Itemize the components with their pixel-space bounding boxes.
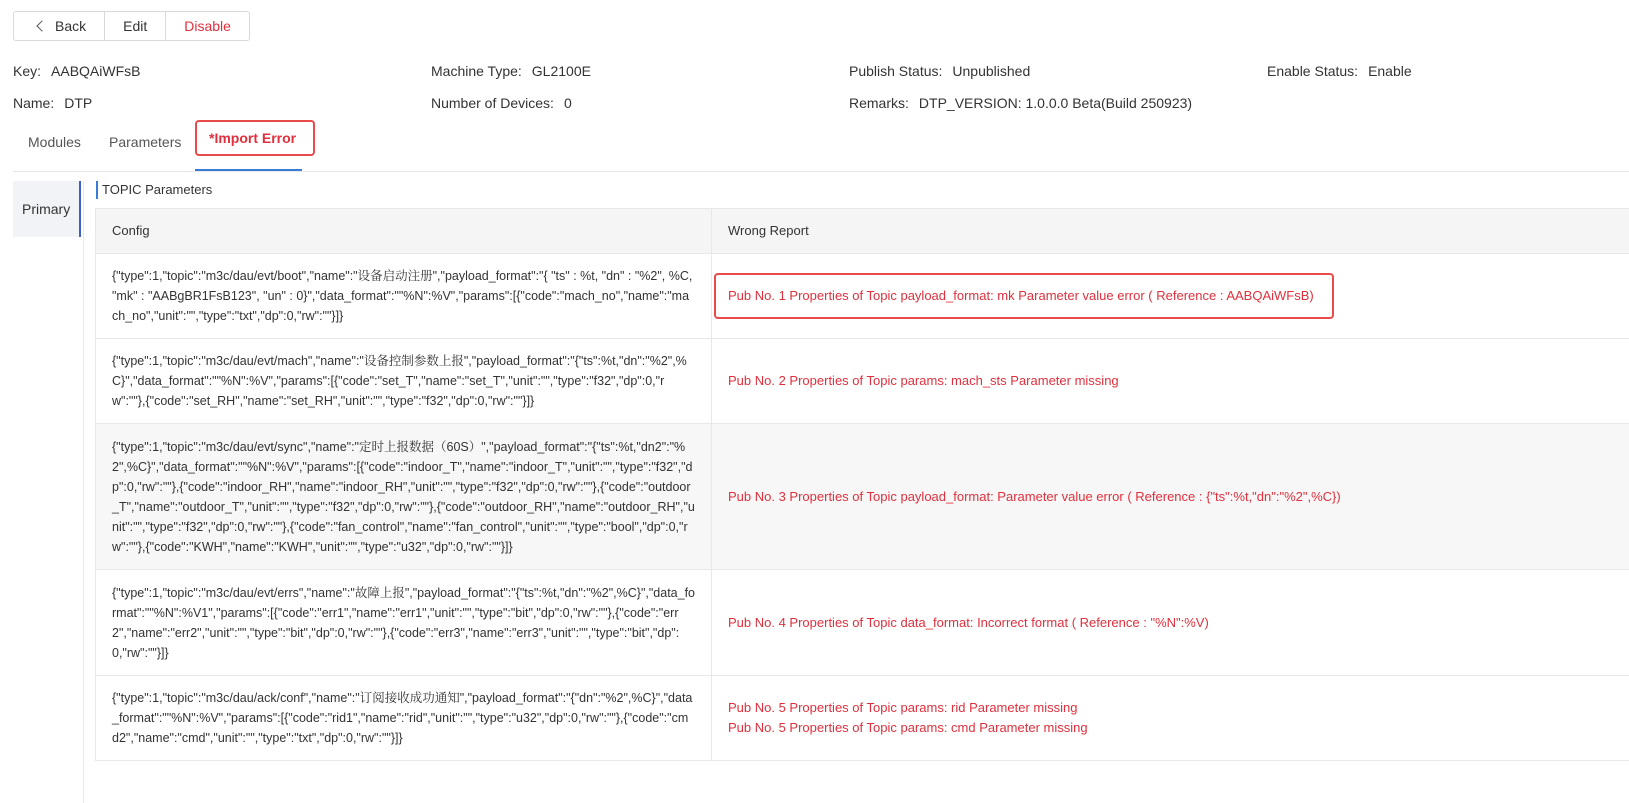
active-tab-indicator xyxy=(195,169,302,171)
side-menu-item-primary[interactable] xyxy=(13,181,81,237)
report-cell xyxy=(712,424,1629,569)
report-cell xyxy=(712,676,1629,760)
table-row xyxy=(95,676,1629,761)
key-label: Key: xyxy=(13,63,42,79)
tab-bar xyxy=(13,121,1629,172)
edit-button[interactable]: Edit xyxy=(105,11,166,41)
table-header xyxy=(95,209,1629,254)
report-cell xyxy=(712,570,1629,675)
remarks-value: DTP_VERSION: 1.0.0.0 Beta(Build 250923) xyxy=(918,95,1193,111)
report-line: Pub No. 2 Properties of Topic params: mach_sts Parameter missing xyxy=(728,373,1119,388)
chevron-left-icon xyxy=(36,20,47,31)
publish-status-info xyxy=(849,63,1030,79)
section-title: TOPIC Parameters xyxy=(96,181,212,199)
report-line: Pub No. 5 Properties of Topic params: cmd Parameter missing xyxy=(728,720,1088,735)
report-cell xyxy=(712,254,1629,338)
error-highlight-box xyxy=(714,273,1334,319)
key-value: AABQAiWFsB xyxy=(51,63,141,79)
tab-modules[interactable]: Modules xyxy=(28,134,81,150)
name-label: Name: xyxy=(13,95,55,111)
report-line: Pub No. 4 Properties of Topic data_format: Incorrect format ( Reference : "%N":%V) xyxy=(728,614,1209,630)
devices-value: 0 xyxy=(563,95,572,111)
publish-status-label: Publish Status: xyxy=(849,63,943,79)
remarks-label: Remarks: xyxy=(849,95,909,111)
config-cell: {"type":1,"topic":"m3c/dau/evt/mach","name":"设备控制参数上报","payload_format":"{"ts":%t,"dn":"%2",%C}","data_format":""%N":%V","params":[{"code":"set_T","name":"set_T","unit":"","type":"f32","dp":0,"rw":""},{"code":"set_RH","name":"set_RH","unit":"","type":"f32","dp":0,"rw":""}]} xyxy=(96,339,712,423)
publish-status-value: Unpublished xyxy=(952,63,1031,79)
report-cell xyxy=(712,339,1629,423)
table-row xyxy=(95,254,1629,339)
table-row xyxy=(95,424,1629,570)
config-cell: {"type":1,"topic":"m3c/dau/evt/sync","name":"定时上报数据（60S）","payload_format":"{"ts":%t,"dn2":"%2",%C}","data_format":""%N":%V","params":[{"code":"indoor_T","name":"indoor_T","unit":"","type":"f32","dp":0,"rw":""},{"code":"indoor_RH","name":"indoor_RH","unit":"","type":"f32","dp":0,"rw":""},{"code":"outdoor_T","name":"outdoor_T","unit":"","type":"f32","dp":0,"rw":""},{"code":"outdoor_RH","name":"outdoor_RH","unit":"","type":"f32","dp":0,"rw":""},{"code":"fan_control","name":"fan_control","unit":"","type":"bool","dp":0,"rw":""},{"code":"KWH","name":"KWH","unit":"","type":"u32","dp":0,"rw":""}]} xyxy=(96,424,712,569)
table-row xyxy=(95,339,1629,424)
report-line: Pub No. 5 Properties of Topic params: rid Parameter missing xyxy=(728,700,1078,715)
enable-status-value: Enable xyxy=(1368,63,1412,79)
side-menu-label: Primary xyxy=(22,201,71,217)
back-button-label: Back xyxy=(55,18,87,34)
table-row xyxy=(95,570,1629,676)
report-line: Pub No. 1 Properties of Topic payload_format: mk Parameter value error ( Reference : AABQAiWFsB) xyxy=(728,288,1314,303)
enable-status-info xyxy=(1267,63,1412,79)
tab-parameters[interactable]: Parameters xyxy=(109,134,182,150)
tab-import-error[interactable]: *Import Error xyxy=(195,120,315,156)
devices-info xyxy=(431,95,572,111)
key-info xyxy=(13,63,140,79)
disable-button[interactable]: Disable xyxy=(166,11,250,41)
column-header-report: Wrong Report xyxy=(728,223,809,238)
config-cell: {"type":1,"topic":"m3c/dau/ack/conf","name":"订阅接收成功通知","payload_format":"{"dn":"%2",%C}","data_format":""%N":%V","params":[{"code":"rid1","name":"rid","unit":"","type":"u32","dp":0,"rw":""},{"code":"cmd2","name":"cmd","unit":"","type":"txt","dp":0,"rw":""}]} xyxy=(96,676,712,760)
content-divider xyxy=(83,181,84,803)
remarks-info xyxy=(849,95,1192,111)
column-header-config: Config xyxy=(96,209,712,253)
machine-type-info xyxy=(431,63,591,79)
action-toolbar xyxy=(13,11,250,41)
config-cell: {"type":1,"topic":"m3c/dau/evt/errs","name":"故障上报","payload_format":"{"ts":%t,"dn":"%2",%C}","data_format":""%N":%V1","params":[{"code":"err1","name":"err1","unit":"","type":"bit","dp":0,"rw":""},{"code":"err2","name":"err2","unit":"","type":"bit","dp":0,"rw":""},{"code":"err3","name":"err3","unit":"","type":"bit","dp":0,"rw":""}]} xyxy=(96,570,712,675)
error-table xyxy=(95,208,1629,761)
machine-type-label: Machine Type: xyxy=(431,63,522,79)
back-button[interactable] xyxy=(13,11,105,41)
name-value: DTP xyxy=(64,95,93,111)
enable-status-label: Enable Status: xyxy=(1267,63,1359,79)
config-cell: {"type":1,"topic":"m3c/dau/evt/boot","name":"设备启动注册","payload_format":"{ "ts" : %t, "dn" : "%2", %C, "mk" : "AABgBR1FsB123", "un" : 0}","data_format":""%N":%V","params":[{"code":"mach_no","name":"mach_no","unit":"","type":"txt","dp":0,"rw":""}]} xyxy=(96,254,712,338)
name-info xyxy=(13,95,92,111)
machine-type-value: GL2100E xyxy=(531,63,591,79)
devices-label: Number of Devices: xyxy=(431,95,554,111)
report-line: Pub No. 3 Properties of Topic payload_format: Parameter value error ( Reference : {"ts":%t,"dn":"%2",%C}) xyxy=(728,488,1341,504)
